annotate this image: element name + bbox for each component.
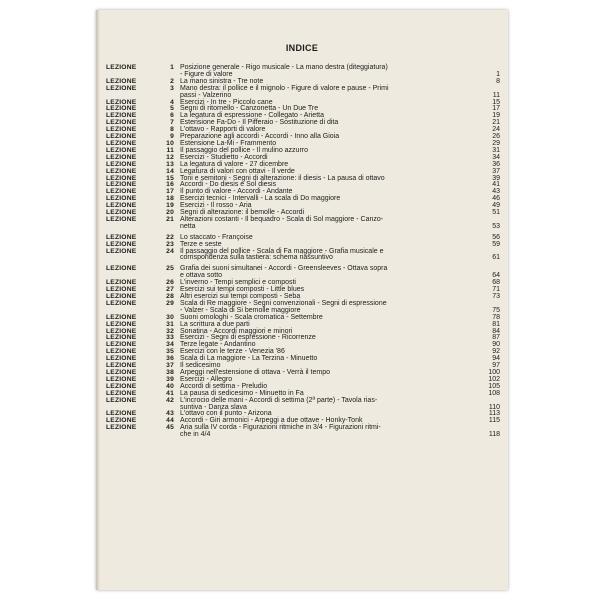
page-number: 15	[492, 98, 500, 106]
lesson-word: LEZIONE	[106, 240, 137, 248]
lesson-number: 19	[166, 202, 174, 210]
lesson-word: LEZIONE	[106, 209, 137, 217]
lesson-topics: La legatura di valore - 27 dicembre	[180, 160, 289, 168]
toc-entry	[106, 176, 500, 183]
lesson-number: 31	[166, 320, 174, 328]
lesson-topics: Preparazione agli accordi - Accordi - Inno alla Gioia	[180, 133, 340, 141]
lesson-topics: L'incrocio delle mani - Accordi di settima (2ª parte) - Tavola rias- suntiva - Danza slava	[180, 396, 378, 411]
toc-entry	[106, 120, 500, 127]
page-number: 56	[492, 233, 500, 241]
lesson-topics: Esercizi - Il rosso - Aria	[180, 202, 252, 210]
lesson-topics: Scala di Re maggiore - Segni convenzionali - Segni di espressione - Valzer - Scala di Si bemolle maggiore	[180, 299, 387, 314]
lesson-topics: Segni di alterazione: il bemolle - Accordi	[180, 209, 305, 217]
lesson-topics: Esercizi con le terze - Venezia '86	[180, 348, 285, 356]
page-number: 118	[488, 431, 500, 439]
lesson-topics: L'ottavo - Rapporti di valore	[180, 126, 266, 134]
toc-entry	[106, 235, 500, 242]
lesson-number: 6	[170, 112, 174, 120]
page-number: 49	[492, 202, 500, 210]
lesson-word: LEZIONE	[106, 174, 137, 182]
page-number: 81	[492, 320, 500, 328]
toc-entry	[106, 322, 500, 329]
lesson-number: 34	[166, 341, 174, 349]
page-number: 73	[492, 293, 500, 300]
lesson-word: LEZIONE	[106, 410, 137, 418]
toc-entry	[106, 196, 500, 203]
lesson-word: LEZIONE	[106, 112, 137, 120]
lesson-number: 30	[166, 313, 174, 321]
page-number: 11	[492, 91, 500, 99]
lesson-topics: Alterazioni costanti - Il bequadro - Scala di Sol maggiore - Canzo- netta	[180, 215, 384, 230]
lesson-word: LEZIONE	[106, 327, 137, 335]
lesson-number: 1	[170, 64, 174, 71]
lesson-topics: Scala di La maggiore - La Terzina - Minuetto	[180, 355, 318, 363]
lesson-topics: Accordi - Do diesis e Sol diesis	[180, 181, 277, 189]
lesson-topics: Lo staccato - Françoise	[180, 233, 253, 241]
page-number: 68	[492, 279, 500, 287]
page-number: 108	[488, 389, 500, 397]
page-number: 21	[492, 119, 500, 127]
page-number: 36	[492, 160, 500, 168]
lesson-label	[106, 217, 180, 224]
lesson-word: LEZIONE	[106, 355, 137, 363]
lesson-word: LEZIONE	[106, 396, 137, 404]
lesson-number: 22	[166, 233, 174, 241]
lesson-topics: Legatura di valori con ottavi - Il verde	[180, 167, 295, 175]
lesson-word: LEZIONE	[106, 105, 137, 113]
lesson-topics: La scrittura a due parti	[180, 320, 250, 328]
lesson-label	[106, 86, 180, 93]
lesson-word: LEZIONE	[106, 389, 137, 397]
toc-entry	[106, 356, 500, 363]
toc-entry	[106, 342, 500, 349]
lesson-number: 38	[166, 368, 174, 376]
lesson-word: LEZIONE	[106, 362, 137, 370]
lesson-word: LEZIONE	[106, 417, 137, 425]
toc-entry	[106, 377, 500, 384]
lesson-word: LEZIONE	[106, 77, 137, 85]
page-number: 8	[496, 77, 500, 85]
lesson-word: LEZIONE	[106, 98, 137, 106]
page-number: 37	[492, 167, 500, 175]
lesson-label	[106, 65, 180, 72]
table-of-contents	[106, 65, 500, 439]
toc-entry	[106, 162, 500, 169]
lesson-number: 5	[170, 105, 174, 113]
page-edge-shadow	[96, 10, 100, 590]
lesson-word: LEZIONE	[106, 181, 137, 189]
lesson-label	[106, 398, 180, 405]
lesson-number: 37	[166, 362, 174, 370]
page-number: 46	[492, 195, 500, 203]
lesson-topics: La legatura di espressione - Collegato - Arietta	[180, 112, 324, 120]
lesson-word: LEZIONE	[106, 133, 137, 141]
toc-entry	[106, 86, 500, 100]
lesson-word: LEZIONE	[106, 188, 137, 196]
lesson-number: 28	[166, 293, 174, 300]
lesson-word: LEZIONE	[106, 84, 137, 92]
page-number: 78	[492, 313, 500, 321]
page-number: 113	[488, 410, 500, 418]
lesson-word: LEZIONE	[106, 313, 137, 321]
toc-entry	[106, 134, 500, 141]
page-number: 26	[492, 133, 500, 141]
lesson-word: LEZIONE	[106, 247, 137, 255]
lesson-topics: Aria sulla IV corda - Figurazioni ritmiche in 3/4 - Figurazioni ritmi- che in 4/4	[180, 424, 381, 439]
lesson-number: 10	[166, 139, 174, 147]
toc-entry	[106, 287, 500, 294]
lesson-topics: Il passaggio del pollice - Il mulino azzurro	[180, 146, 309, 154]
page-number: 110	[488, 403, 500, 411]
lesson-number: 3	[170, 84, 174, 92]
lesson-topics: Terze e seste	[180, 240, 222, 248]
lesson-word: LEZIONE	[106, 265, 137, 273]
page-number: 1	[496, 70, 500, 78]
page-number: 100	[488, 368, 500, 376]
lesson-label	[106, 249, 180, 256]
page-number: 94	[492, 355, 500, 363]
lesson-label	[106, 266, 180, 273]
lesson-number: 25	[166, 265, 174, 273]
lesson-number: 13	[166, 160, 174, 168]
lesson-word: LEZIONE	[106, 293, 137, 300]
lesson-word: LEZIONE	[106, 375, 137, 383]
toc-entry	[106, 266, 500, 280]
page-number: 64	[492, 272, 500, 280]
page-number: 102	[488, 375, 500, 383]
lesson-word: LEZIONE	[106, 424, 137, 432]
toc-entry	[106, 148, 500, 155]
lesson-word: LEZIONE	[106, 334, 137, 342]
lesson-number: 43	[166, 410, 174, 418]
lesson-word: LEZIONE	[106, 202, 137, 210]
page-number: 59	[492, 240, 500, 248]
page-number: 19	[492, 112, 500, 120]
toc-entry	[106, 249, 500, 263]
page-number: 61	[492, 254, 500, 262]
lesson-label	[106, 425, 180, 432]
lesson-topics: Accordi - Giri armonici - Arpeggi a due ottave - Honky-Tonk	[180, 417, 363, 425]
lesson-word: LEZIONE	[106, 382, 137, 390]
page-number: 71	[492, 286, 500, 294]
lesson-number: 41	[166, 389, 174, 397]
lesson-topics: Posizione generale - Rigo musicale - La mano destra (diteggiatura) - Figure di valore	[180, 64, 388, 78]
lesson-topics: Esercizi tecnici - Intervalli - La scala di Do maggiore	[180, 195, 341, 203]
lesson-topics: Estensione Fa-Do - Il Pifferaio - Sostituzione di dita	[180, 119, 339, 127]
lesson-word: LEZIONE	[106, 299, 137, 307]
page-number: 41	[492, 181, 500, 189]
lesson-word: LEZIONE	[106, 320, 137, 328]
lesson-topics: Arpeggi nell'estensione di ottava - Verrà il tempo	[180, 368, 330, 376]
lesson-number: 11	[166, 146, 174, 154]
page-number: 90	[492, 341, 500, 349]
lesson-number: 45	[166, 424, 174, 432]
lesson-word: LEZIONE	[106, 139, 137, 147]
toc-entry	[106, 370, 500, 377]
toc-entry	[106, 315, 500, 322]
lesson-number: 16	[166, 181, 174, 189]
lesson-number: 39	[166, 375, 174, 383]
lesson-word: LEZIONE	[106, 368, 137, 376]
toc-entry	[106, 301, 500, 315]
lesson-number: 32	[166, 327, 174, 335]
lesson-label	[106, 301, 180, 308]
lesson-number: 23	[166, 240, 174, 248]
toc-entry	[106, 335, 500, 342]
lesson-number: 27	[166, 286, 174, 294]
lesson-word: LEZIONE	[106, 146, 137, 154]
lesson-topics: Estensione La-Mi - Frammento	[180, 139, 277, 147]
lesson-topics: Accordi di settima - Preludio	[180, 382, 268, 390]
lesson-number: 24	[166, 247, 174, 255]
lesson-topics: L'inverno - Tempi semplici e composti	[180, 279, 296, 287]
lesson-word: LEZIONE	[106, 348, 137, 356]
lesson-word: LEZIONE	[106, 279, 137, 287]
lesson-word: LEZIONE	[106, 126, 137, 134]
lesson-topics: L'ottavo con il punto - Arizona	[180, 410, 272, 418]
lesson-topics: La mano sinistra - Tre note	[180, 77, 264, 85]
lesson-word: LEZIONE	[106, 153, 137, 161]
lesson-topics: Segni di ritornello - Canzonetta - Un Due Tre	[180, 105, 319, 113]
lesson-topics: Esercizi - Studietto - Accordi	[180, 153, 268, 161]
lesson-word: LEZIONE	[106, 286, 137, 294]
lesson-topics: Mano destra: il pollice e il mignolo - Figure di valore e pause - Primi passi - Valzerino	[180, 84, 389, 99]
page-number: 53	[492, 222, 500, 230]
toc-entry	[106, 65, 500, 79]
page-number: 34	[492, 153, 500, 161]
toc-entry	[106, 155, 500, 162]
lesson-number: 15	[166, 174, 174, 182]
lesson-word: LEZIONE	[106, 195, 137, 203]
lesson-topics: Il punto di valore - Accordi - Andante	[180, 188, 293, 196]
lesson-topics: Altri esercizi sui tempi composti - Seba	[180, 293, 301, 300]
lesson-word: LEZIONE	[106, 64, 137, 71]
toc-entry	[106, 217, 500, 231]
lesson-topics: Il passaggio del pollice - Scala di Fa maggiore - Grafia musicale e corrispondenza sulla tastiera: schema riassuntivo	[180, 247, 384, 262]
lesson-number: 17	[166, 188, 174, 196]
page-number: 17	[492, 105, 500, 113]
lesson-word: LEZIONE	[106, 341, 137, 349]
book-page	[96, 10, 508, 590]
lesson-word: LEZIONE	[106, 215, 137, 223]
page-number: 29	[492, 139, 500, 147]
lesson-number: 9	[170, 133, 174, 141]
lesson-number: 36	[166, 355, 174, 363]
lesson-topics: Toni e semitoni - Segni di alterazione: il diesis - La pausa di ottavo	[180, 174, 385, 182]
toc-entry	[106, 182, 500, 189]
page-number: 75	[492, 306, 500, 314]
lesson-topics: Sonatina - Accordi maggiori e minori	[180, 327, 293, 335]
index-title: INDICE	[285, 43, 319, 53]
lesson-number: 26	[166, 279, 174, 287]
page-number: 31	[492, 146, 500, 154]
lesson-number: 29	[166, 299, 174, 307]
lesson-number: 8	[170, 126, 174, 134]
lesson-number: 18	[166, 195, 174, 203]
toc-entry	[106, 425, 500, 439]
toc-entry	[106, 398, 500, 412]
page-number: 92	[492, 348, 500, 356]
lesson-topics: Esercizi - Segni di espressione - Ricorrenze	[180, 334, 316, 342]
lesson-word: LEZIONE	[106, 167, 137, 175]
page-number: 51	[492, 209, 500, 217]
page-number: 24	[492, 126, 500, 134]
lesson-word: LEZIONE	[106, 160, 137, 168]
page-number: 97	[492, 362, 500, 370]
lesson-topics: Suoni omologhi - Scala cromatica - Settembre	[180, 313, 323, 321]
lesson-number: 14	[166, 167, 174, 175]
lesson-number: 21	[166, 215, 174, 223]
lesson-word: LEZIONE	[106, 233, 137, 241]
lesson-topics: Esercizi - Allegro	[180, 375, 233, 383]
lesson-topics: La pausa di sedicesimo - Minuetto in Fa	[180, 389, 304, 397]
lesson-number: 20	[166, 209, 174, 217]
page-number: 87	[492, 334, 500, 342]
page-number: 43	[492, 188, 500, 196]
lesson-word: LEZIONE	[106, 119, 137, 127]
lesson-topics: Esercizi - In tre - Piccolo cane	[180, 98, 273, 106]
lesson-number: 7	[170, 119, 174, 127]
lesson-number: 40	[166, 382, 174, 390]
page-number: 84	[492, 327, 500, 335]
lesson-number: 2	[170, 77, 174, 85]
lesson-topics: Esercizi sui tempi composti - Little blues	[180, 286, 305, 294]
lesson-number: 4	[170, 98, 174, 106]
lesson-number: 42	[166, 396, 174, 404]
lesson-number: 44	[166, 417, 174, 425]
page-number: 115	[488, 417, 500, 425]
page-number: 105	[488, 382, 500, 390]
lesson-number: 35	[166, 348, 174, 356]
lesson-number: 33	[166, 334, 174, 342]
lesson-number: 12	[166, 153, 174, 161]
lesson-topics: Grafia dei suoni simultanei - Accordi - Greensleeves - Ottava sopra e ottava sotto	[180, 265, 388, 280]
lesson-topics: Terze legate - Andantino	[180, 341, 256, 349]
page-number: 39	[492, 174, 500, 182]
lesson-topics: Il sedicesimo	[180, 362, 221, 370]
